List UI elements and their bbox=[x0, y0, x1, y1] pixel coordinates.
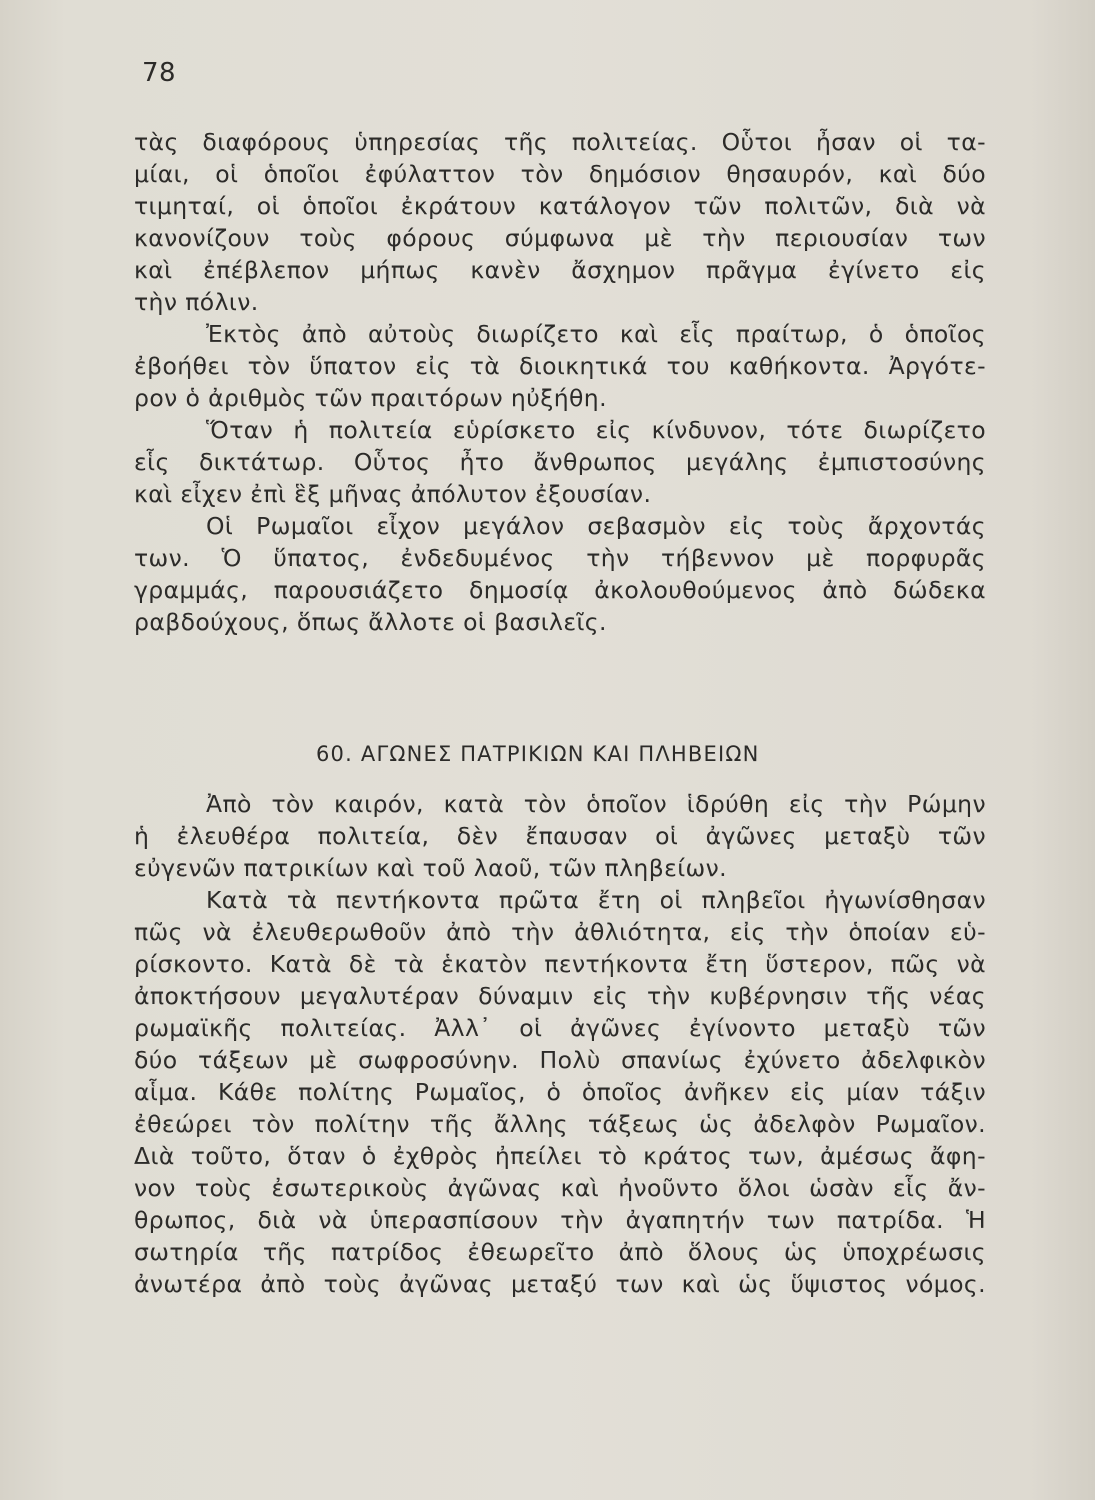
text-line: θρωπος, διὰ νὰ ὑπερασπίσουν τὴν ἀγαπητήν των πατρίδα. Ἡ bbox=[134, 1206, 986, 1234]
text-line: δύο τάξεων μὲ σωφροσύνην. Πολὺ σπανίως ἐχύνετο ἀδελφικὸν bbox=[134, 1046, 986, 1074]
text-line: ἐθεώρει τὸν πολίτην τῆς ἄλλης τάξεως ὡς ἀδελφὸν Ρωμαῖον. bbox=[134, 1110, 986, 1138]
text-line: γραμμάς, παρουσιάζετο δημοσίᾳ ἀκολουθούμενος ἀπὸ δώδεκα bbox=[134, 576, 986, 604]
text-line: ἐβοήθει τὸν ὕπατον εἰς τὰ διοικητικά του καθήκοντα. Ἀργότε- bbox=[134, 352, 986, 380]
section-heading: 60. ΑΓΩΝΕΣ ΠΑΤΡΙΚΙΩΝ ΚΑΙ ΠΛΗΒΕΙΩΝ bbox=[316, 742, 760, 766]
text-line: τιμηταί, οἱ ὁποῖοι ἐκράτουν κατάλογον τῶν πολιτῶν, διὰ νὰ bbox=[134, 192, 986, 220]
text-line: ἀνωτέρα ἀπὸ τοὺς ἀγῶνας μεταξύ των καὶ ὡς ὕψιστος νόμος. bbox=[134, 1270, 986, 1298]
text-line: μίαι, οἱ ὁποῖοι ἐφύλαττον τὸν δημόσιον θησαυρόν, καὶ δύο bbox=[134, 160, 986, 188]
text-block-top bbox=[134, 126, 986, 638]
text-line: κανονίζουν τοὺς φόρους σύμφωνα μὲ τὴν περιουσίαν των bbox=[134, 224, 986, 252]
text-line: ραβδούχους, ὅπως ἄλλοτε οἱ βασιλεῖς. bbox=[134, 608, 607, 636]
text-line: σωτηρία τῆς πατρίδος ἐθεωρεῖτο ἀπὸ ὅλους ὡς ὑποχρέωσις bbox=[134, 1238, 986, 1266]
text-line: Ἀπὸ τὸν καιρόν, κατὰ τὸν ὁποῖον ἱδρύθη εἰς τὴν Ρώμην bbox=[206, 790, 986, 818]
text-line: εἷς δικτάτωρ. Οὗτος ἦτο ἄνθρωπος μεγάλης ἐμπιστοσύνης bbox=[134, 448, 986, 476]
text-line: Ἐκτὸς ἀπὸ αὐτοὺς διωρίζετο καὶ εἷς πραίτωρ, ὁ ὁποῖος bbox=[206, 320, 986, 348]
text-line: Κατὰ τὰ πεντήκοντα πρῶτα ἔτη οἱ πληβεῖοι ἠγωνίσθησαν bbox=[206, 886, 986, 914]
text-line: Οἱ Ρωμαῖοι εἶχον μεγάλον σεβασμὸν εἰς τοὺς ἄρχοντάς bbox=[206, 512, 986, 540]
text-line: Ὅταν ἡ πολιτεία εὑρίσκετο εἰς κίνδυνον, τότε διωρίζετο bbox=[206, 416, 986, 444]
page-number: 78 bbox=[142, 58, 177, 88]
text-line: ἀποκτήσουν μεγαλυτέραν δύναμιν εἰς τὴν κυβέρνησιν τῆς νέας bbox=[134, 982, 986, 1010]
text-line: νον τοὺς ἐσωτερικοὺς ἀγῶνας καὶ ἠνοῦντο ὅλοι ὡσὰν εἷς ἄν- bbox=[134, 1174, 986, 1202]
text-line: τὰς διαφόρους ὑπηρεσίας τῆς πολιτείας. Οὗτοι ἦσαν οἱ τα- bbox=[134, 128, 986, 156]
text-block-bottom bbox=[134, 788, 986, 1300]
text-line: καὶ ἐπέβλεπον μήπως κανὲν ἄσχημον πρᾶγμα ἐγίνετο εἰς bbox=[134, 256, 986, 284]
text-line: ἡ ἐλευθέρα πολιτεία, δὲν ἔπαυσαν οἱ ἀγῶνες μεταξὺ τῶν bbox=[134, 822, 986, 850]
text-line: τὴν πόλιν. bbox=[134, 288, 259, 316]
text-line: ρίσκοντο. Κατὰ δὲ τὰ ἑκατὸν πεντήκοντα ἔτη ὕστερον, πῶς νὰ bbox=[134, 950, 986, 978]
text-line: εὐγενῶν πατρικίων καὶ τοῦ λαοῦ, τῶν πληβείων. bbox=[134, 854, 728, 882]
text-line: αἷμα. Κάθε πολίτης Ρωμαῖος, ὁ ὁποῖος ἀνῆκεν εἰς μίαν τάξιν bbox=[134, 1078, 986, 1106]
text-line: Διὰ τοῦτο, ὅταν ὁ ἐχθρὸς ἠπείλει τὸ κράτος των, ἀμέσως ἄφη- bbox=[134, 1142, 986, 1170]
text-line: καὶ εἶχεν ἐπὶ ἓξ μῆνας ἀπόλυτον ἐξουσίαν. bbox=[134, 480, 652, 508]
text-line: ρωμαϊκῆς πολιτείας. Ἀλλ᾽ οἱ ἀγῶνες ἐγίνοντο μεταξὺ τῶν bbox=[134, 1014, 986, 1042]
text-line: ρον ὁ ἀριθμὸς τῶν πραιτόρων ηὐξήθη. bbox=[134, 384, 607, 412]
text-line: πῶς νὰ ἐλευθερωθοῦν ἀπὸ τὴν ἀθλιότητα, εἰς τὴν ὁποίαν εὑ- bbox=[134, 918, 986, 946]
text-line: των. Ὁ ὕπατος, ἐνδεδυμένος τὴν τήβεννον μὲ πορφυρᾶς bbox=[134, 544, 986, 572]
